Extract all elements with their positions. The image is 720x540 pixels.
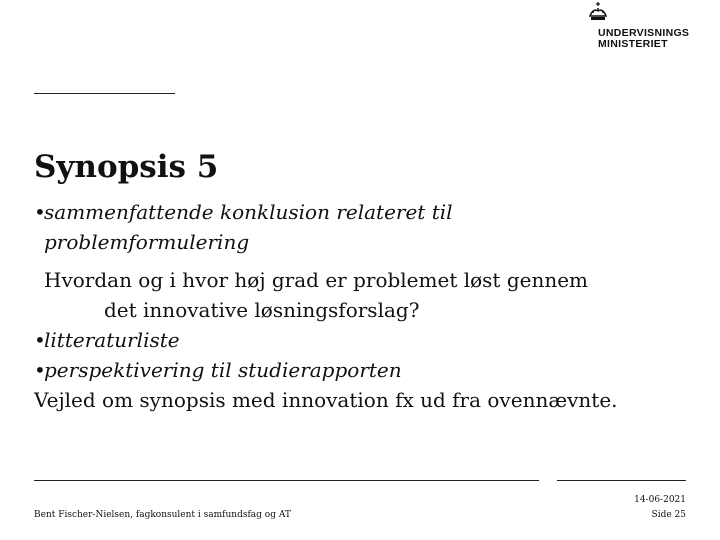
bullet-text: perspektivering til studierapporten — [44, 358, 402, 382]
question-line-1: Hvordan og i hvor høj grad er problemet løst gennem — [44, 268, 589, 292]
footer-divider-right — [557, 480, 686, 481]
crown-icon — [586, 2, 610, 26]
ministry-logo — [578, 2, 710, 54]
footer-author: Bent Fischer-Nielsen, fagkonsulent i samfundsfag og AT — [34, 510, 291, 520]
bullet-item-literature — [34, 325, 694, 355]
footer-divider-left — [34, 480, 539, 481]
title-divider — [34, 93, 175, 94]
footer-meta — [634, 493, 686, 523]
bullet-item-perspective — [34, 355, 694, 385]
ministry-name — [598, 28, 689, 50]
footer-page-number: Side 25 — [651, 510, 686, 520]
bullet-marker: • — [34, 200, 46, 224]
bullet-marker: • — [34, 358, 46, 382]
slide-title: Synopsis 5 — [34, 149, 219, 185]
bullet-continuation: problemformulering — [44, 230, 250, 254]
bullet-item-conclusion — [34, 197, 694, 227]
closing-text: Vejled om synopsis med innovation fx ud fra ovennævnte. — [34, 388, 618, 412]
bullet-marker: • — [34, 328, 46, 352]
question-line-2: det innovative løsningsforslag? — [104, 298, 420, 322]
footer-date: 14-06-2021 — [634, 495, 686, 505]
bullet-text: litteraturliste — [44, 328, 180, 352]
logo-line-1: UNDERVISNINGS — [598, 27, 690, 39]
bullet-text: sammenfattende konklusion relateret til — [44, 200, 453, 224]
slide-body — [34, 197, 694, 415]
logo-line-2: MINISTERIET — [598, 38, 668, 50]
